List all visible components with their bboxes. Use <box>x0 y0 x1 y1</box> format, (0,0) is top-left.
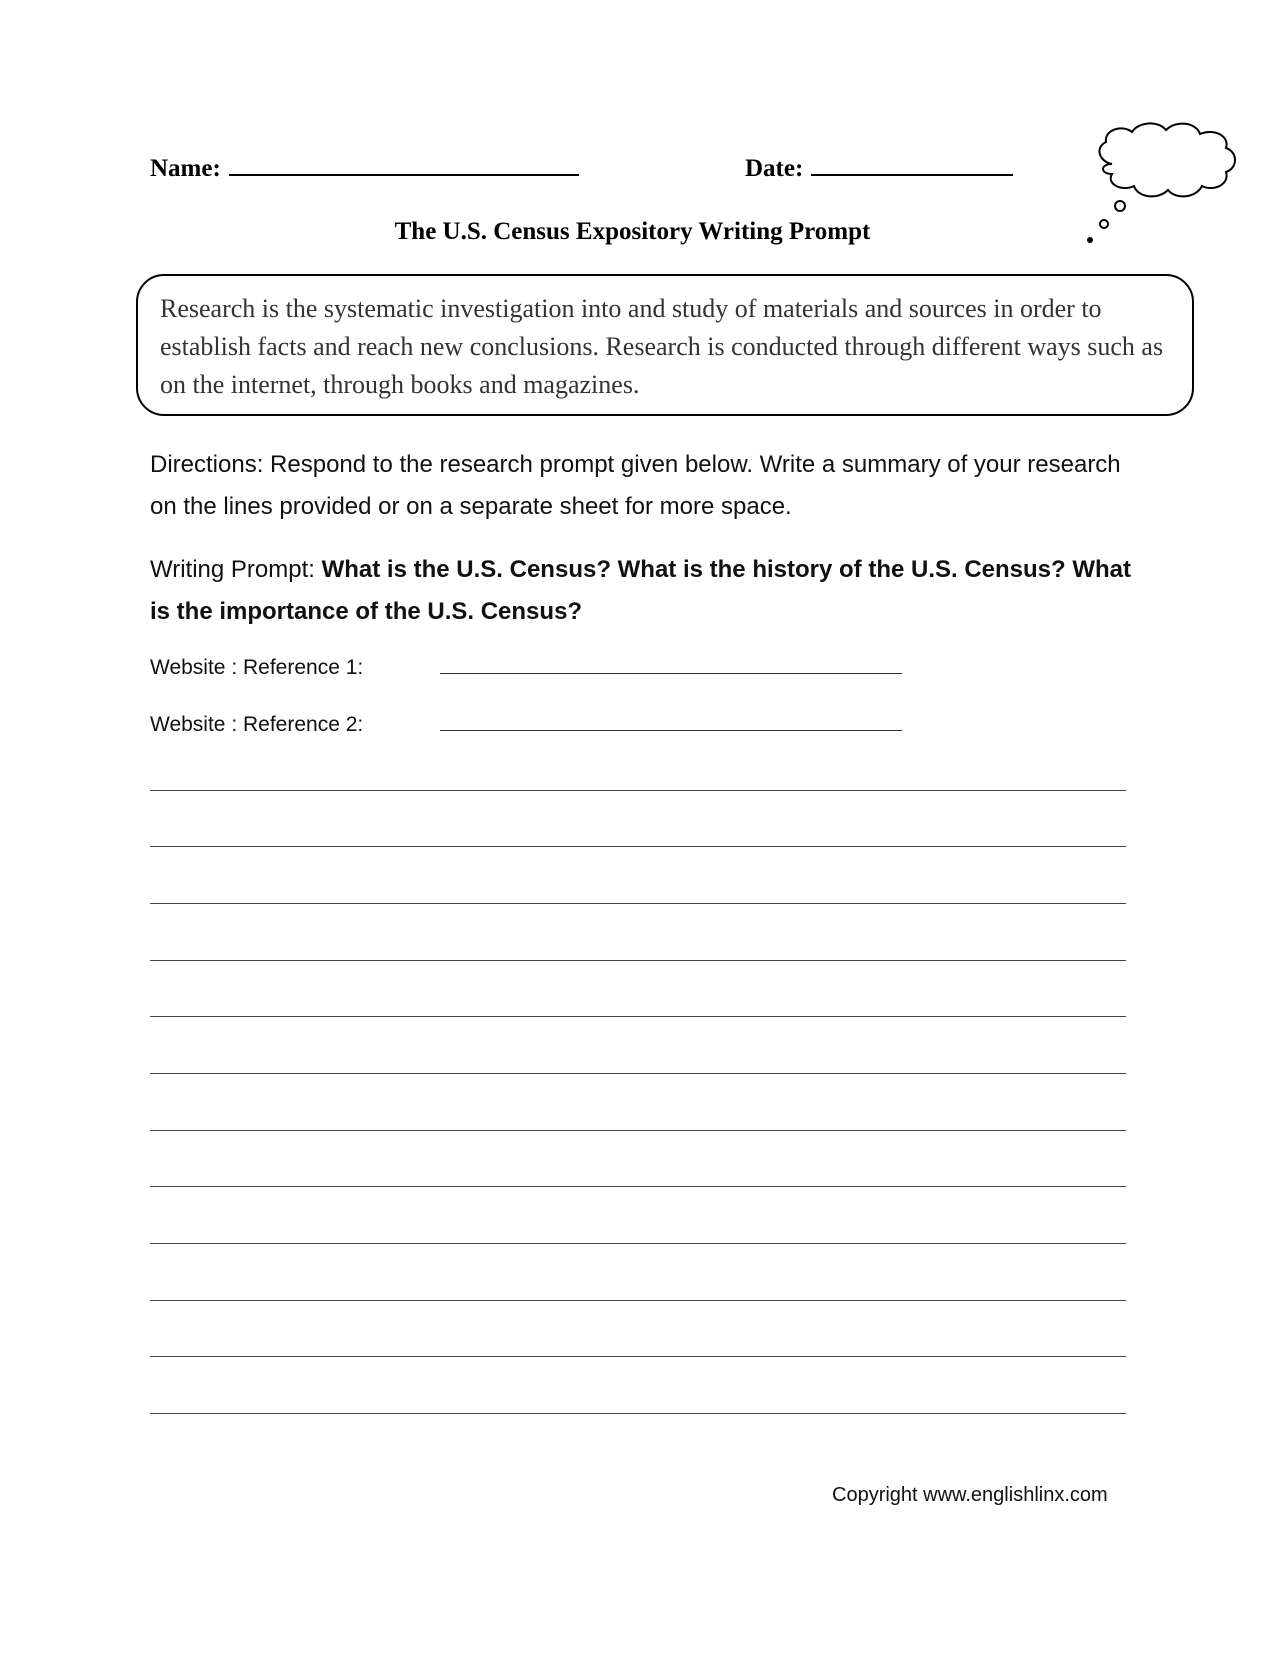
writing-line-6[interactable] <box>150 1073 1126 1074</box>
writing-line-1[interactable] <box>150 790 1126 791</box>
date-blank[interactable] <box>811 150 1013 176</box>
copyright-text: Copyright www.englishlinx.com <box>832 1484 1108 1506</box>
reference-blank-2[interactable] <box>440 712 902 731</box>
reference-label-2: Website : Reference 2: <box>150 713 364 736</box>
date-label: Date: <box>745 155 804 182</box>
writing-line-8[interactable] <box>150 1186 1126 1187</box>
definition-text: Research is the systematic investigation into and study of materials and sources in order to establish facts and reach new conclusions. Research is conducted through different ways such as on the internet, through books and magazines. <box>160 294 1164 399</box>
writing-line-9[interactable] <box>150 1243 1126 1244</box>
writing-line-12[interactable] <box>150 1413 1126 1414</box>
name-field-row <box>150 150 579 183</box>
writing-line-5[interactable] <box>150 1016 1126 1017</box>
reference-row-1 <box>150 655 902 680</box>
date-field-row <box>745 150 1013 183</box>
worksheet-title: The U.S. Census Expository Writing Prompt <box>394 218 871 245</box>
reference-row-2 <box>150 712 902 737</box>
writing-line-3[interactable] <box>150 903 1126 904</box>
directions-text: Directions: Respond to the research prompt given below. Write a summary of your research on the lines provided or on a separate sheet for more space. <box>150 451 1121 520</box>
definition-box <box>136 274 1194 416</box>
writing-prompt <box>150 549 1150 633</box>
reference-blank-1[interactable] <box>440 655 902 674</box>
prompt-label: Writing Prompt: <box>150 556 322 583</box>
prompt-question: What is the U.S. Census? What is the history of the U.S. Census? What is the importance of the U.S. Census? <box>150 556 1132 625</box>
writing-line-11[interactable] <box>150 1356 1126 1357</box>
writing-line-2[interactable] <box>150 846 1126 847</box>
writing-line-7[interactable] <box>150 1130 1126 1131</box>
name-blank[interactable] <box>229 150 579 176</box>
writing-line-4[interactable] <box>150 960 1126 961</box>
name-label: Name: <box>150 155 221 182</box>
reference-label-1: Website : Reference 1: <box>150 656 364 679</box>
writing-line-10[interactable] <box>150 1300 1126 1301</box>
